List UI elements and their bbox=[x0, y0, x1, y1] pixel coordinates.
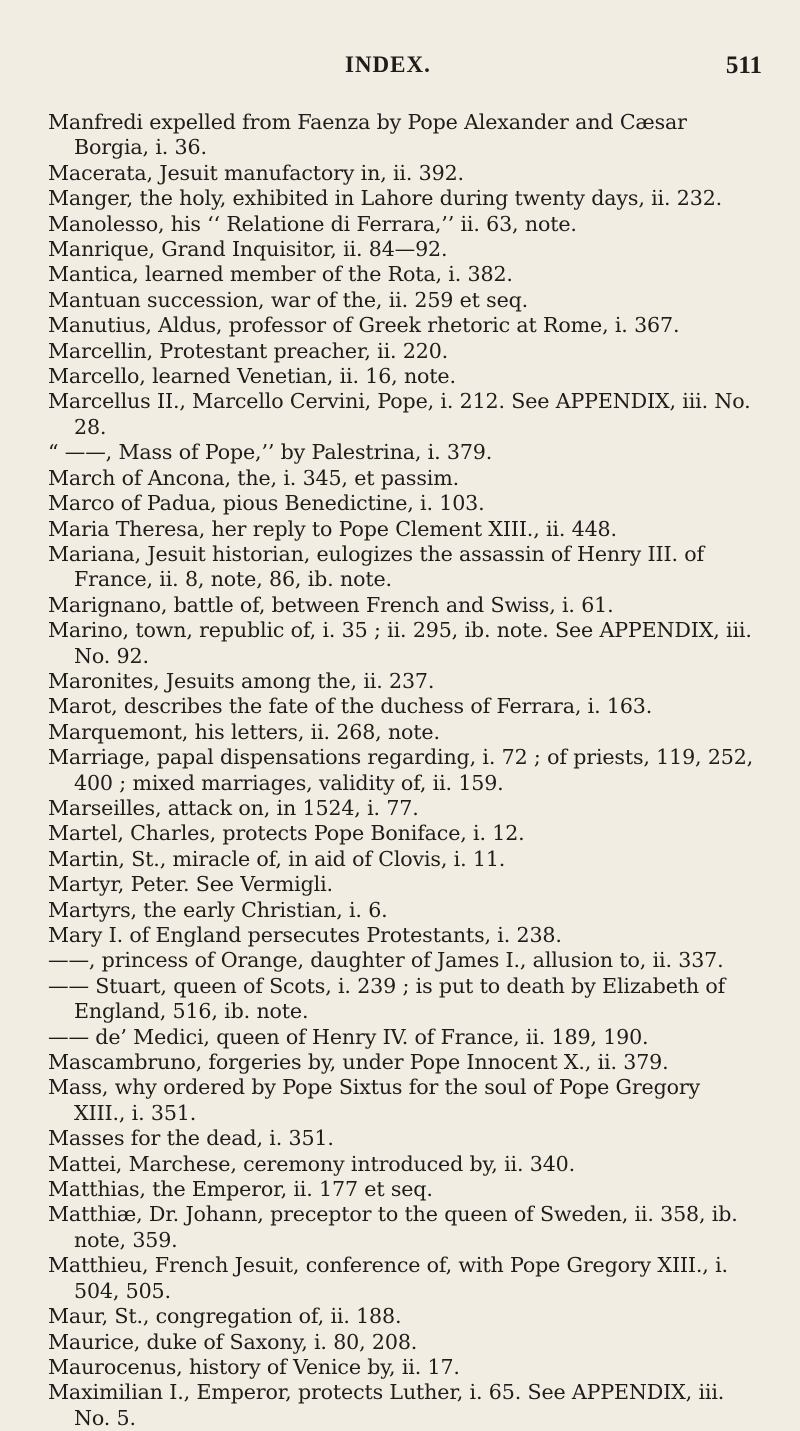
index-entry: Mary I. of England persecutes Protestants, i. 238. bbox=[48, 923, 562, 947]
index-entry: Mantica, learned member of the Rota, i. 382. bbox=[48, 262, 513, 287]
index-entry: Marignano, battle of, between French and Swiss, i. 61. bbox=[48, 592, 614, 617]
index-entry: Martel, Charles, protects Pope Boniface, i. 12. bbox=[48, 821, 525, 846]
index-entry: Marco of Padua, pious Benedictine, i. 103. bbox=[48, 491, 485, 516]
index-entry: Manutius, Aldus, professor of Greek rhetoric at Rome, i. 367. bbox=[48, 313, 680, 338]
index-entry: Martin, St., miracle of, in aid of Clovis, i. 11. bbox=[48, 846, 506, 871]
index-entry: Masses for the dead, i. 351. bbox=[48, 1126, 334, 1151]
index-entry: —— de’ Medici, queen of Henry IV. of France, ii. 189, 190. bbox=[48, 1024, 649, 1049]
index-entry: Mariana, Jesuit historian, eulogizes the assassin of Henry III. of France, ii. 8, note, 86, ib. note. bbox=[48, 541, 705, 592]
index-entry: Mass, why ordered by Pope Sixtus for the soul of Pope Gregory XIII., i. 351. bbox=[48, 1075, 701, 1125]
index-entry: March of Ancona, the, i. 345, et passim. bbox=[48, 465, 459, 490]
index-entry: Manger, the holy, exhibited in Lahore during twenty days, ii. 232. bbox=[48, 186, 723, 211]
index-entry: Martyr, Peter. See Vermigli. bbox=[48, 872, 333, 897]
index-entry: Mascambruno, forgeries by, under Pope Innocent X., ii. 379. bbox=[48, 1050, 669, 1075]
running-header bbox=[0, 52, 800, 92]
index-entry: Marino, town, republic of, i. 35 ; ii. 295, ib. note. See APPENDIX, iii. No. 92. bbox=[48, 618, 752, 668]
index-entry: “ ——, Mass of Pope,’’ by Palestrina, i. 379. bbox=[48, 440, 493, 465]
index-entry: ——, princess of Orange, daughter of James I., allusion to, ii. 337. bbox=[48, 948, 724, 973]
index-entry: Mattei, Marchese, ceremony introduced by, ii. 340. bbox=[48, 1151, 576, 1176]
index-entry: Macerata, Jesuit manufactory in, ii. 392. bbox=[48, 160, 464, 185]
index-entry: Maronites, Jesuits among the, ii. 237. bbox=[48, 668, 435, 693]
index-entry: Matthieu, French Jesuit, conference of, with Pope Gregory XIII., i. 504, 505. bbox=[48, 1253, 728, 1303]
index-entry: Marot, describes the fate of the duchess of Ferrara, i. 163. bbox=[48, 694, 653, 719]
index-entry: Marseilles, attack on, in 1524, i. 77. bbox=[48, 795, 419, 820]
index-entry: Martyrs, the early Christian, i. 6. bbox=[48, 897, 388, 922]
index-entry: Matthiæ, Dr. Johann, preceptor to the queen of Sweden, ii. 358, ib. note, 359. bbox=[48, 1202, 738, 1252]
index-entry: —— Stuart, queen of Scots, i. 239 ; is put to death by Elizabeth of England, 516, ib. note. bbox=[48, 973, 726, 1024]
index-entry: Marriage, papal dispensations regarding, i. 72 ; of priests, 119, 252, 400 ; mixed marriages, validity of, ii. 159. bbox=[48, 745, 754, 795]
index-entry: Maurocenus, history of Venice by, ii. 17. bbox=[48, 1354, 460, 1379]
index-entry: Marcellin, Protestant preacher, ii. 220. bbox=[48, 338, 449, 363]
index-entry: Maria Theresa, her reply to Pope Clement XIII., ii. 448. bbox=[48, 516, 617, 541]
index-entry: Maur, St., congregation of, ii. 188. bbox=[48, 1304, 402, 1329]
page-number: 511 bbox=[725, 52, 762, 79]
index-entry: Matthias, the Emperor, ii. 177 et seq. bbox=[48, 1177, 433, 1202]
index-entry: Mantuan succession, war of the, ii. 259 et seq. bbox=[48, 287, 529, 312]
index-entry: Marcellus II., Marcello Cervini, Pope, i. 212. See APPENDIX, iii. No. 28. bbox=[48, 389, 751, 439]
index-entry: Manolesso, his ‘‘ Relatione di Ferrara,’’ ii. 63, note. bbox=[48, 211, 577, 236]
index-entry: Marcello, learned Venetian, ii. 16, note. bbox=[48, 364, 456, 389]
index-entry: Manrique, Grand Inquisitor, ii. 84—92. bbox=[48, 237, 448, 262]
page-title: INDEX. bbox=[345, 52, 431, 77]
index-entries bbox=[48, 110, 756, 1431]
index-entry: Manfredi expelled from Faenza by Pope Alexander and Cæsar Borgia, i. 36. bbox=[48, 110, 687, 160]
index-entry: Maurice, duke of Saxony, i. 80, 208. bbox=[48, 1329, 418, 1354]
index-entry: Marquemont, his letters, ii. 268, note. bbox=[48, 719, 440, 744]
index-entry: Maximilian I., Emperor, protects Luther, i. 65. See APPENDIX, iii. No. 5. bbox=[48, 1380, 725, 1430]
